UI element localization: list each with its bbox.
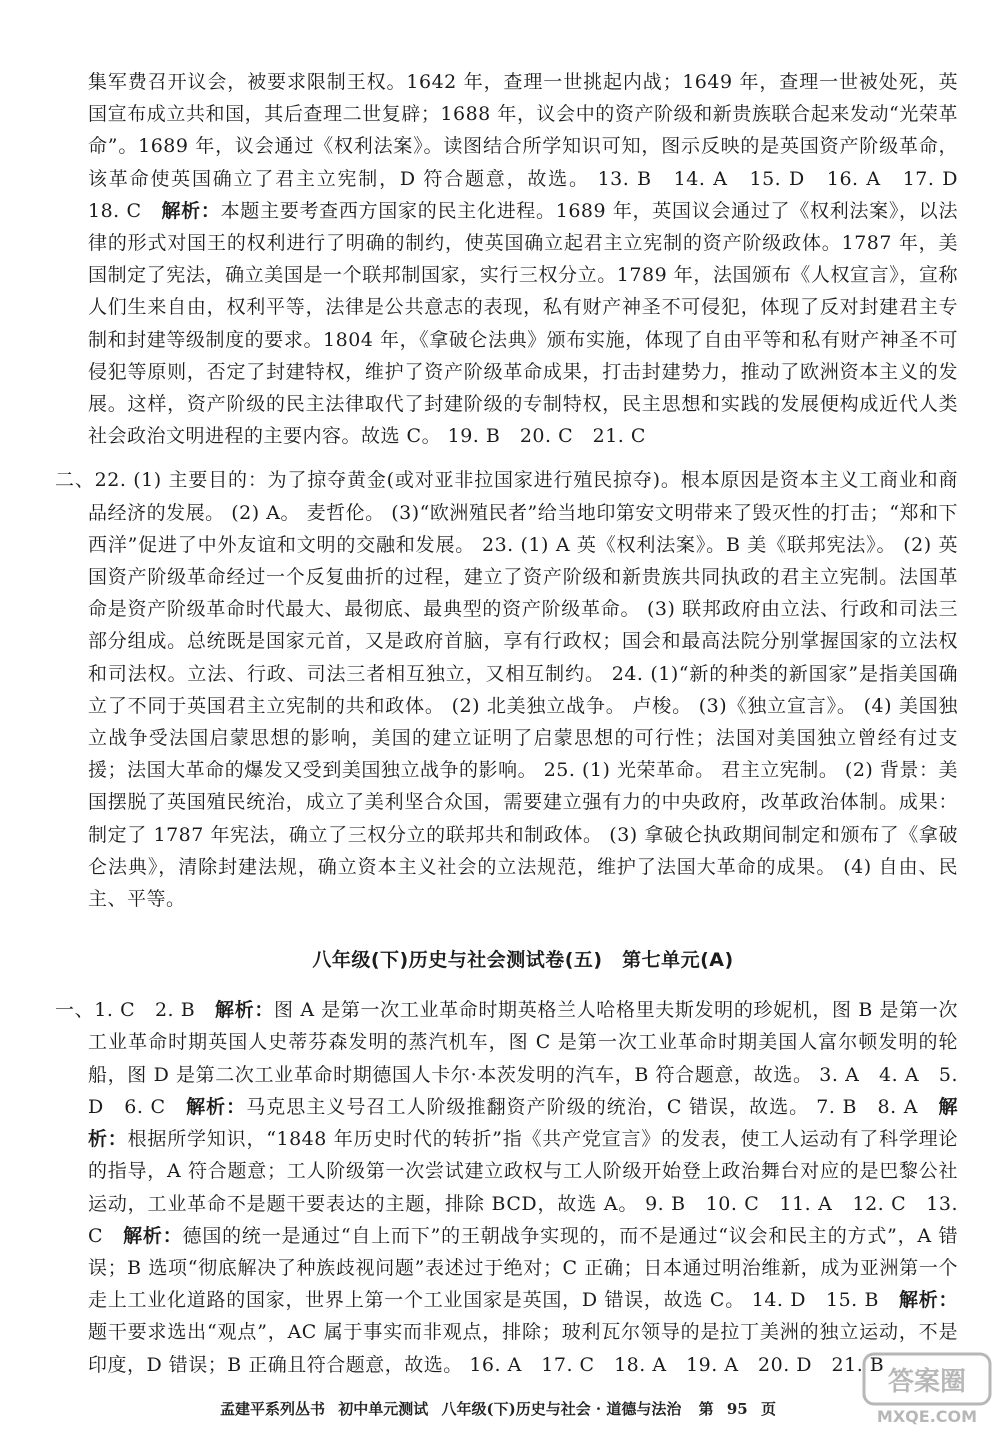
watermark-logo [862, 1352, 992, 1428]
footer-series: 孟建平系列丛书 [220, 1400, 326, 1418]
answer-text: 德国的统一是通过“自上而下”的王朝战争实现的，而不是通过“议会和民主的方式”，A 错误；B 选项“彻底解决了种族歧视问题”表述过于绝对；C 正确；日本通过明治维新，成为亚洲第一个走上工业化道路的国家，世界上第一个工业国家是英国，D 错误，故选 C。 14. D 15. B [88, 1224, 958, 1312]
answer-text: 马克思主义号召工人阶级推翻资产阶级的统治，C 错误，故选。 7. B 8. A [246, 1095, 939, 1118]
answer-text: 题干要求选出“观点”，AC 属于事实而非观点，排除；玻利瓦尔领导的是拉丁美洲的独立运动，不是印度，D 错误；B 正确且符合题意，故选。 16. A 17. C 18. A 19. A 20. D 21. B [88, 1321, 958, 1376]
answer-text: 1. C 2. B [94, 999, 216, 1022]
analysis-label: 解析： [186, 1095, 247, 1118]
answer-text: 根据所学知识，“1848 年历史时代的转折”指《共产党宣言》的发表，使工人运动有了科学理论的指导，A 符合题意；工人阶级第一次尝试建立政权与工人阶级开始登上政治舞台对应的是巴黎公社运动，工业革命不是题干要表达的主题，排除 BCD，故选 A。 9. B 10. C 11. A 12. C 13. C [88, 1128, 958, 1247]
watermark-logo-text: 答案圈 [887, 1367, 967, 1397]
page-footer [0, 1398, 1000, 1419]
answer-text: 本题主要考查西方国家的民主化进程。1689 年，英国议会通过了《权利法案》，以法律的形式对国王的权利进行了明确的制约，使英国确立起君主立宪制的资产阶级政体。1787 年，美国制定了宪法，确立美国是一个联邦制国家，实行三权分立。1789 年，法国颁布《人权宣言》，宣称人们生来自由，权利平等，法律是公共意志的表现，私有财产神圣不可侵犯，体现了反对封建君主专制和封建等级制度的要求。1804 年，《拿破仑法典》颁布实施，体现了自由平等和私有财产神圣不可侵犯等原则，否定了封建特权，维护了资产阶级革命成果，打击封建势力，推动了欧洲资本主义的发展。这样，资产阶级的民主法律取代了封建阶级的专制特权，民主思想和实践的发展便构成近代人类社会政治文明进程的主要内容。故选 C。 19. B 20. C 21. C [88, 199, 958, 448]
footer-subject: 八年级(下)历史与社会 · 道德与法治 [441, 1400, 682, 1418]
analysis-label: 解析： [161, 199, 221, 222]
analysis-label: 解析： [898, 1289, 958, 1312]
answer-block-3 [55, 994, 958, 1380]
section-prefix: 二、 [55, 469, 95, 492]
watermark-url: MXQE.COM [876, 1407, 978, 1426]
section-prefix: 一、 [55, 999, 95, 1022]
answer-text: 图 A 是第一次工业革命时期英格兰人哈格里夫斯发明的珍妮机，图 B 是第一次工业革命时期英国人史蒂芬森发明的蒸汽机车，图 C 是第一次工业革命时期美国人富尔顿发明的轮船，图 D 是第二次工业革命时期德国人卡尔·本茨发明的汽车，B 符合题意，故选。 3. A 4. A 5. D 6. C [88, 999, 958, 1118]
answer-text: 集军费召开议会，被要求限制王权。1642 年，查理一世挑起内战；1649 年，查理一世被处死，英国宣布成立共和国，其后查理二世复辟；1688 年，议会中的资产阶级和新贵族联合起来发动“光荣革命”。1689 年，议会通过《权利法案》。读图结合所学知识可知，图示反映的是英国资产阶级革命，该革命使英国确立了君主立宪制，D 符合题意，故选。 13. B 14. A 15. D 16. A 17. D 18. C [88, 71, 978, 222]
answer-block-2 [55, 464, 958, 915]
footer-book: 初中单元测试 [338, 1400, 429, 1418]
answer-text: 22. (1) 主要目的：为了掠夺黄金(或对亚非拉国家进行殖民掠夺)。根本原因是资本主义工商业和商品经济的发展。 (2) A。 麦哲伦。 (3)“欧洲殖民者”给当地印第安文明带来了毁灭性的打击；“郑和下西洋”促进了中外友谊和文明的交融和发展。 23. (1) A 英《权利法案》。B 美《联邦宪法》。 (2) 英国资产阶级革命经过一个反复曲折的过程，建立了资产阶级和新贵族共同执政的君主立宪制。法国革命是资产阶级革命时代最大、最彻底、最典型的资产阶级革命。 (3) 联邦政府由立法、行政和司法三部分组成。总统既是国家元首，又是政府首脑，享有行政权；国会和最高法院分别掌握国家的立法权和司法权。立法、行政、司法三者相互独立，又相互制约。 24. (1)“新的种类的新国家”是指美国确立了不同于英国君主立宪制的共和政体。 (2) 北美独立战争。 卢梭。 (3)《独立宣言》。 (4) 美国独立战争受法国启蒙思想的影响，美国的建立证明了启蒙思想的可行性；法国对美国独立曾经有过支援；法国大革命的爆发又受到美国独立战争的影响。 25. (1) 光荣革命。 君主立宪制。 (2) 背景：美国摆脱了英国殖民统治，成立了美利坚合众国，需要建立强有力的中央政府，改革政治体制。成果：制定了 1787 年宪法，确立了三权分立的联邦共和制政体。 (3) 拿破仑执政期间制定和颁布了《拿破仑法典》，清除封建法规，确立资本主义社会的立法规范，维护了法国大革命的成果。 (4) 自由、民主、平等。 [88, 469, 958, 911]
analysis-label: 解析： [88, 1095, 958, 1151]
footer-page: 第 95 页 [698, 1400, 776, 1418]
section-title: 八年级(下)历史与社会测试卷(五) 第七单元(A) [312, 949, 734, 972]
page-content [55, 66, 978, 1381]
answer-block-1 [88, 66, 978, 452]
analysis-label: 解析： [123, 1224, 183, 1247]
analysis-label: 解析： [215, 999, 274, 1022]
